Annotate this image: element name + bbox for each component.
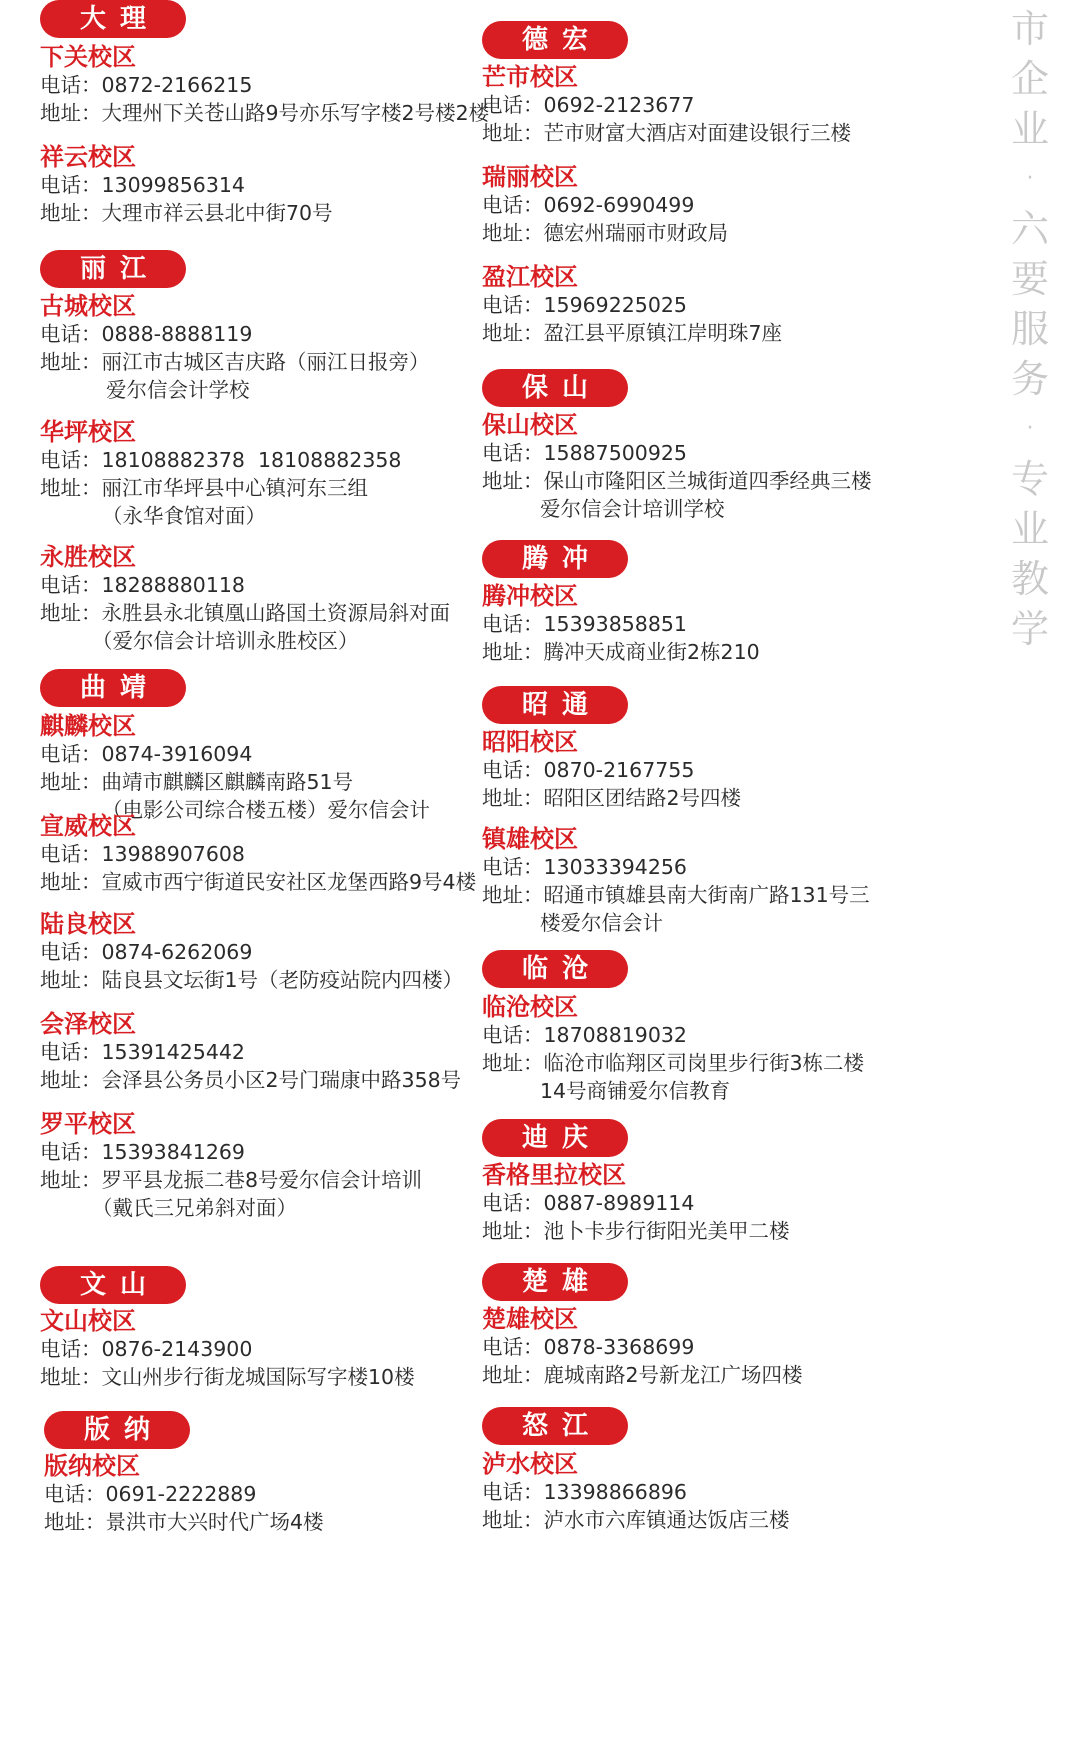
campus-name: 镇雄校区 <box>482 825 578 853</box>
campus-name: 保山校区 <box>482 411 578 439</box>
slogan-char: 要 <box>1010 257 1049 301</box>
address-value: 保山市隆阳区兰城街道四季经典三楼 <box>543 469 872 493</box>
phone-value: 15391425442 <box>101 1040 245 1064</box>
phone-value: 13099856314 <box>101 173 245 197</box>
phone-label: 电话： <box>482 1335 544 1359</box>
campus-ruili <box>482 163 728 247</box>
address-value: 永胜县永北镇凰山路国土资源局斜对面 <box>101 601 450 625</box>
phone-line <box>44 1480 324 1508</box>
address-label: 地址： <box>482 469 544 493</box>
campus-name: 香格里拉校区 <box>482 1161 626 1189</box>
phone-label: 电话： <box>482 193 544 217</box>
address-continuation: 14号商铺爱尔信教育 <box>540 1079 731 1103</box>
address-value: 丽江市古城区吉庆路（丽江日报旁） <box>101 350 430 374</box>
address-value: 临沧市临翔区司岗里步行街3栋二楼 <box>543 1051 865 1075</box>
campus-luliang <box>40 910 463 994</box>
region-badge-banna: 版纳 <box>44 1411 190 1449</box>
address-value: 腾冲天成商业街2栋210 <box>543 640 760 664</box>
phone-label: 电话： <box>482 1480 544 1504</box>
address-line <box>482 319 782 347</box>
address-label: 地址： <box>482 321 544 345</box>
campus-name: 祥云校区 <box>40 143 136 171</box>
phone-value: 15887500925 <box>543 441 687 465</box>
address-label: 地址： <box>482 1508 544 1532</box>
phone-label: 电话： <box>40 1140 102 1164</box>
campus-name: 楚雄校区 <box>482 1305 578 1333</box>
phone-line <box>482 191 728 219</box>
campus-name: 罗平校区 <box>40 1110 136 1138</box>
phone-value: 13988907608 <box>101 842 245 866</box>
phone-line <box>40 938 463 966</box>
campus-xiangyun <box>40 143 333 227</box>
slogan-char: 市 <box>1010 7 1049 51</box>
campus-name: 会泽校区 <box>40 1010 136 1038</box>
campus-name: 芒市校区 <box>482 63 578 91</box>
region-badge-baoshan: 保山 <box>482 369 628 407</box>
phone-value: 18108882378 18108882358 <box>101 448 402 472</box>
phone-line <box>40 446 401 474</box>
phone-line <box>40 571 450 599</box>
slogan-char: 专 <box>1010 457 1049 501</box>
address-value: 池卜卡步行街阳光美甲二楼 <box>543 1219 790 1243</box>
address-continuation: 爱尔信会计学校 <box>106 378 250 402</box>
address-value: 曲靖市麒麟区麒麟南路51号 <box>101 770 354 794</box>
campus-huize <box>40 1010 461 1094</box>
campus-name: 泸水校区 <box>482 1450 578 1478</box>
region-badge-wenshan: 文山 <box>40 1266 186 1304</box>
address-line <box>44 1508 324 1536</box>
campus-name: 古城校区 <box>40 292 136 320</box>
campus-luoping <box>40 1110 422 1222</box>
region-badge-dali: 大理 <box>40 0 186 38</box>
address-value: 昭阳区团结路2号四楼 <box>543 786 742 810</box>
campus-huaping <box>40 418 401 530</box>
campus-name: 昭阳校区 <box>482 728 578 756</box>
phone-value: 0887-8989114 <box>543 1191 695 1215</box>
address-label: 地址： <box>482 640 544 664</box>
phone-value: 0691-2222889 <box>105 1482 257 1506</box>
campus-name: 瑞丽校区 <box>482 163 578 191</box>
address-line <box>40 199 333 227</box>
address-continuation: 爱尔信会计培训学校 <box>540 497 725 521</box>
address-continuation: （电影公司综合楼五楼）爱尔信会计 <box>102 798 430 822</box>
address-line <box>482 881 870 909</box>
campus-name: 腾冲校区 <box>482 582 578 610</box>
campus-yingjiang <box>482 263 782 347</box>
address-line <box>482 219 728 247</box>
address-continuation: （戴氏三兄弟斜对面） <box>92 1196 297 1220</box>
phone-label: 电话： <box>40 573 102 597</box>
address-value: 泸水市六库镇通达饭店三楼 <box>543 1508 790 1532</box>
phone-label: 电话： <box>40 842 102 866</box>
slogan-char: 业 <box>1010 507 1049 551</box>
address-continuation: （永华食馆对面） <box>102 504 266 528</box>
phone-label: 电话： <box>482 93 544 117</box>
campus-name: 下关校区 <box>40 43 136 71</box>
campus-yongsheng <box>40 543 450 655</box>
phone-label: 电话： <box>40 1040 102 1064</box>
region-badge-chuxiong: 楚雄 <box>482 1263 628 1301</box>
phone-line <box>40 1038 461 1066</box>
phone-line <box>40 171 333 199</box>
address-label: 地址： <box>40 1068 102 1092</box>
campus-wenshan <box>40 1307 415 1391</box>
phone-label: 电话： <box>40 940 102 964</box>
phone-value: 0876-2143900 <box>101 1337 253 1361</box>
phone-label: 电话： <box>40 448 102 472</box>
address-label: 地址： <box>40 476 102 500</box>
phone-value: 18288880118 <box>101 573 245 597</box>
address-line <box>482 119 851 147</box>
campus-baoshan <box>482 411 872 523</box>
address-line <box>40 599 450 627</box>
phone-line <box>482 1021 864 1049</box>
phone-value: 0692-6990499 <box>543 193 695 217</box>
phone-value: 0872-2166215 <box>101 73 253 97</box>
region-badge-lijiang: 丽江 <box>40 250 186 288</box>
phone-label: 电话： <box>482 612 544 636</box>
region-badge-tengchong: 腾冲 <box>482 540 628 578</box>
campus-qilin <box>40 712 430 824</box>
address-value: 文山州步行街龙城国际写字楼10楼 <box>101 1365 415 1389</box>
address-label: 地址： <box>40 770 102 794</box>
phone-label: 电话： <box>482 1191 544 1215</box>
phone-label: 电话： <box>40 173 102 197</box>
phone-line <box>482 1478 790 1506</box>
address-continuation: 楼爱尔信会计 <box>540 911 663 935</box>
address-label: 地址： <box>482 1219 544 1243</box>
campus-lincang <box>482 993 864 1105</box>
address-value: 丽江市华坪县中心镇河东三组 <box>101 476 368 500</box>
address-line <box>40 348 430 376</box>
address-label: 地址： <box>40 101 102 125</box>
address-value: 大理州下关苍山路9号亦乐写字楼2号楼2楼 <box>101 101 490 125</box>
phone-line <box>482 610 760 638</box>
address-value: 盈江县平原镇江岸明珠7座 <box>543 321 783 345</box>
phone-line <box>482 439 872 467</box>
address-value: 罗平县龙振二巷8号爱尔信会计培训 <box>101 1168 423 1192</box>
phone-line <box>40 1335 415 1363</box>
address-line <box>40 1363 415 1391</box>
slogan-char: 企 <box>1010 57 1049 101</box>
phone-value: 0878-3368699 <box>543 1335 695 1359</box>
address-value: 昭通市镇雄县南大街南广路131号三 <box>543 883 870 907</box>
address-line <box>40 768 430 796</box>
address-value: 鹿城南路2号新龙江广场四楼 <box>543 1363 803 1387</box>
address-value: 芒市财富大酒店对面建设银行三楼 <box>543 121 851 145</box>
slogan-char: 务 <box>1010 357 1049 401</box>
phone-value: 0874-3916094 <box>101 742 253 766</box>
region-badge-qujing: 曲靖 <box>40 669 186 707</box>
phone-line <box>40 740 430 768</box>
slogan-char: 六 <box>1010 207 1049 251</box>
address-line <box>482 784 741 812</box>
address-value: 宣威市西宁街道民安社区龙堡西路9号4楼 <box>101 870 477 894</box>
campus-name: 文山校区 <box>40 1307 136 1335</box>
phone-label: 电话： <box>40 73 102 97</box>
phone-value: 13398866896 <box>543 1480 687 1504</box>
campus-banna <box>44 1452 324 1536</box>
address-value: 景洪市大兴时代广场4楼 <box>105 1510 324 1534</box>
campus-name: 宣威校区 <box>40 812 136 840</box>
campus-shangrila <box>482 1161 790 1245</box>
address-line <box>40 1066 461 1094</box>
slogan-separator: · <box>1026 166 1034 191</box>
phone-line <box>40 71 489 99</box>
phone-line <box>40 840 476 868</box>
phone-label: 电话： <box>482 293 544 317</box>
address-label: 地址： <box>40 350 102 374</box>
slogan-separator: · <box>1026 416 1034 441</box>
phone-label: 电话： <box>482 758 544 782</box>
address-continuation: （爱尔信会计培训永胜校区） <box>92 629 359 653</box>
phone-line <box>40 1138 422 1166</box>
phone-line <box>482 291 782 319</box>
campus-name: 永胜校区 <box>40 543 136 571</box>
campus-xuanwei <box>40 812 476 896</box>
address-line <box>482 1506 790 1534</box>
address-line <box>482 467 872 495</box>
phone-value: 0870-2167755 <box>543 758 695 782</box>
address-line <box>40 868 476 896</box>
phone-line <box>482 756 741 784</box>
phone-label: 电话： <box>482 441 544 465</box>
address-value: 大理市祥云县北中街70号 <box>101 201 333 225</box>
phone-line <box>482 1189 790 1217</box>
address-label: 地址： <box>482 221 544 245</box>
phone-value: 0692-2123677 <box>543 93 695 117</box>
phone-line <box>482 853 870 881</box>
address-label: 地址： <box>482 1051 544 1075</box>
address-value: 德宏州瑞丽市财政局 <box>543 221 728 245</box>
address-label: 地址： <box>40 968 102 992</box>
address-line <box>482 1361 803 1389</box>
phone-value: 13033394256 <box>543 855 687 879</box>
campus-zhenxiong <box>482 825 870 937</box>
region-badge-diqing: 迪庆 <box>482 1119 628 1157</box>
campus-zhaoyang <box>482 728 741 812</box>
slogan-char: 服 <box>1010 307 1049 351</box>
slogan-char: 学 <box>1010 607 1049 651</box>
campus-tengchong <box>482 582 760 666</box>
region-badge-dehong: 德宏 <box>482 21 628 59</box>
address-label: 地址： <box>482 121 544 145</box>
phone-value: 18708819032 <box>543 1023 687 1047</box>
campus-lushui <box>482 1450 790 1534</box>
region-badge-lincang: 临沧 <box>482 950 628 988</box>
phone-line <box>40 320 430 348</box>
address-label: 地址： <box>40 601 102 625</box>
address-line <box>482 1049 864 1077</box>
phone-value: 15393858851 <box>543 612 687 636</box>
phone-value: 15393841269 <box>101 1140 245 1164</box>
slogan-char: 业 <box>1010 107 1049 151</box>
address-value: 陆良县文坛街1号（老防疫站院内四楼） <box>101 968 464 992</box>
phone-label: 电话： <box>44 1482 106 1506</box>
vertical-slogan <box>1002 4 1058 654</box>
region-badge-nujiang: 怒江 <box>482 1407 628 1445</box>
address-label: 地址： <box>44 1510 106 1534</box>
campus-name: 陆良校区 <box>40 910 136 938</box>
address-value: 会泽县公务员小区2号门瑞康中路358号 <box>101 1068 462 1092</box>
address-label: 地址： <box>482 1363 544 1387</box>
address-line <box>40 474 401 502</box>
phone-label: 电话： <box>40 322 102 346</box>
campus-name: 盈江校区 <box>482 263 578 291</box>
phone-value: 15969225025 <box>543 293 687 317</box>
campus-gucheng <box>40 292 430 404</box>
address-label: 地址： <box>40 870 102 894</box>
campus-xiaguan <box>40 43 489 127</box>
address-line <box>482 638 760 666</box>
address-label: 地址： <box>482 883 544 907</box>
region-badge-zhaotong: 昭通 <box>482 686 628 724</box>
campus-chuxiong <box>482 1305 803 1389</box>
phone-value: 0888-8888119 <box>101 322 253 346</box>
phone-value: 0874-6262069 <box>101 940 253 964</box>
address-label: 地址： <box>482 786 544 810</box>
address-label: 地址： <box>40 1365 102 1389</box>
address-line <box>40 966 463 994</box>
address-line <box>482 1217 790 1245</box>
campus-name: 华坪校区 <box>40 418 136 446</box>
phone-line <box>482 1333 803 1361</box>
phone-label: 电话： <box>40 1337 102 1361</box>
campus-name: 版纳校区 <box>44 1452 140 1480</box>
campus-mangshi <box>482 63 851 147</box>
address-label: 地址： <box>40 1168 102 1192</box>
address-label: 地址： <box>40 201 102 225</box>
slogan-char: 教 <box>1010 557 1049 601</box>
phone-line <box>482 91 851 119</box>
address-line <box>40 1166 422 1194</box>
phone-label: 电话： <box>482 855 544 879</box>
campus-name: 临沧校区 <box>482 993 578 1021</box>
phone-label: 电话： <box>40 742 102 766</box>
phone-label: 电话： <box>482 1023 544 1047</box>
campus-name: 麒麟校区 <box>40 712 136 740</box>
address-line <box>40 99 489 127</box>
